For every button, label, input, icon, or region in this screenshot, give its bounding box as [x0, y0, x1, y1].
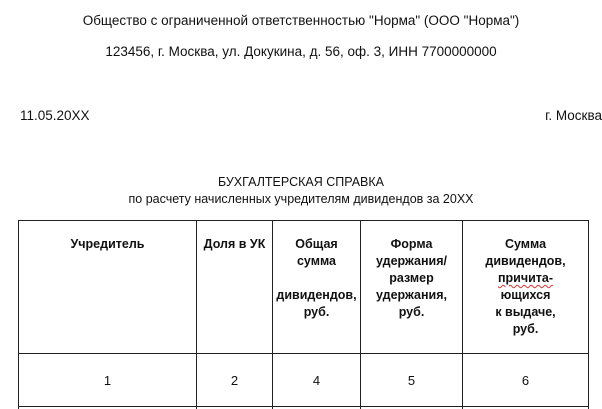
header-withholding: Форма удержания/ размер удержания, руб. — [361, 221, 463, 354]
header-share: Доля в УК — [197, 221, 273, 354]
column-number-cell: 2 — [197, 354, 273, 407]
header-total-dividends: Общая сумма дивидендов, руб. — [273, 221, 361, 354]
column-number-cell: 5 — [361, 354, 463, 407]
header-founder: Учредитель — [19, 221, 197, 354]
dividends-table — [18, 220, 589, 409]
document-subtitle: по расчету начисленных учредителям дивидендов за 20ХХ — [128, 192, 474, 206]
column-number-cell: 4 — [273, 354, 361, 407]
header-payout-amount: Сумма дивидендов, причита- ющихся к выдаче, руб. — [463, 221, 589, 354]
document-date: 11.05.20ХХ — [20, 108, 90, 123]
column-number-row — [19, 354, 589, 407]
org-address: 123456, г. Москва, ул. Докукина, д. 56, оф. 3, ИНН 7700000000 — [105, 44, 497, 59]
document-city: г. Москва — [545, 108, 602, 123]
org-name: Общество с ограниченной ответственностью "Норма" (ООО "Норма") — [82, 13, 520, 28]
document-title: БУХГАЛТЕРСКАЯ СПРАВКА — [217, 175, 385, 189]
table-header-row — [19, 221, 589, 354]
column-number-cell: 6 — [463, 354, 589, 407]
column-number-cell: 1 — [19, 354, 197, 407]
